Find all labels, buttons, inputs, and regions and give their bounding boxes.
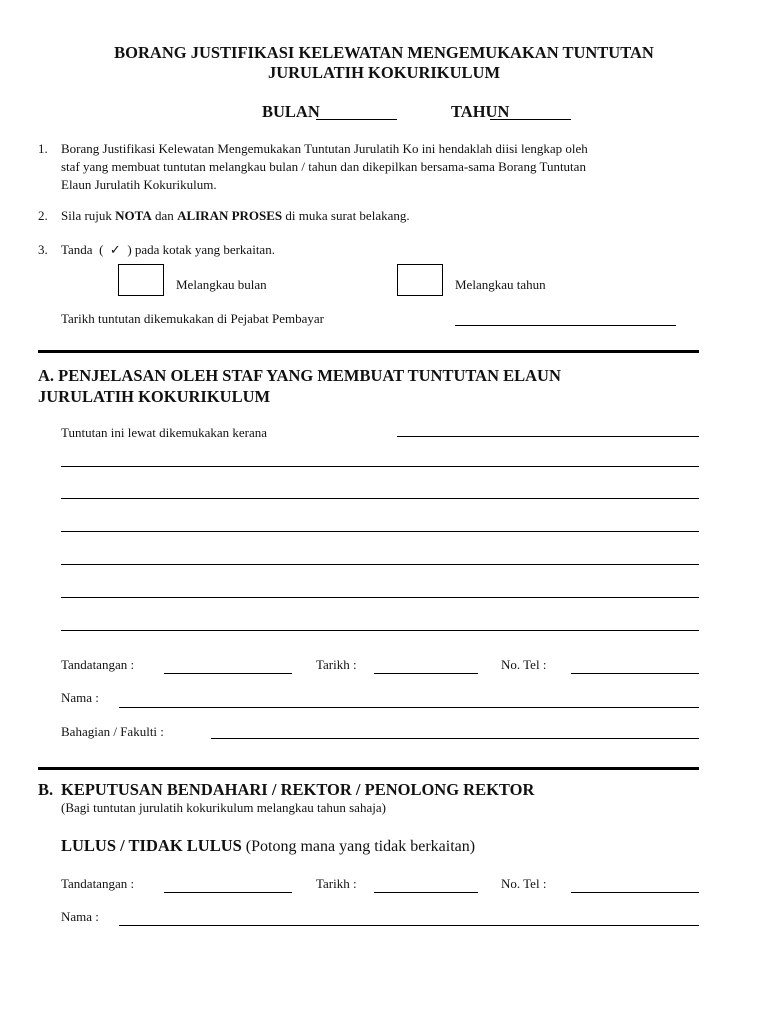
reason-field-line-4[interactable] xyxy=(61,531,699,532)
b-tandatangan-label: Tandatangan : xyxy=(61,876,135,891)
a-tandatangan-field[interactable] xyxy=(164,673,292,674)
reason-field-line-6[interactable] xyxy=(61,597,699,598)
melangkau-bulan-checkbox[interactable] xyxy=(118,264,164,296)
a-no-tel-field[interactable] xyxy=(571,673,699,674)
reason-field-line-5[interactable] xyxy=(61,564,699,565)
bulan-label: BULAN xyxy=(262,102,320,121)
reason-label: Tuntutan ini lewat dikemukakan kerana xyxy=(61,425,268,440)
b-no-tel-label: No. Tel : xyxy=(501,876,547,891)
instruction-1-line3: Elaun Jurulatih Kokurikulum. xyxy=(61,177,217,192)
instruction-2-prefix: Sila rujuk xyxy=(61,208,116,223)
b-tarikh-label: Tarikh : xyxy=(316,876,357,891)
section-b-subheading: (Bagi tuntutan jurulatih kokurikulum melangkau tahun sahaja) xyxy=(61,800,386,815)
section-b-heading: KEPUTUSAN BENDAHARI / REKTOR / PENOLONG REKTOR xyxy=(61,780,535,799)
form-title-line2: JURULATIH KOKURIKULUM xyxy=(267,63,501,82)
tarikh-tuntutan-field[interactable] xyxy=(455,325,676,326)
nota-emphasis: NOTA xyxy=(115,208,152,223)
a-bahagian-label: Bahagian / Fakulti : xyxy=(61,724,164,739)
a-tarikh-field[interactable] xyxy=(374,673,478,674)
tahun-label: TAHUN xyxy=(451,102,510,121)
a-tarikh-label: Tarikh : xyxy=(316,657,357,672)
section-b-letter: B. xyxy=(38,780,54,799)
section-b-divider xyxy=(38,767,699,770)
b-nama-field[interactable] xyxy=(119,925,699,926)
melangkau-tahun-checkbox[interactable] xyxy=(397,264,443,296)
form-title-line1: BORANG JUSTIFIKASI KELEWATAN MENGEMUKAKAN TUNTUTAN xyxy=(114,43,654,62)
lulus-status: LULUS / TIDAK LULUS xyxy=(61,836,242,855)
lulus-line xyxy=(61,836,475,856)
b-nama-label: Nama : xyxy=(61,909,99,924)
instruction-3-suffix: ) pada kotak yang berkaitan. xyxy=(120,242,275,257)
a-bahagian-field[interactable] xyxy=(211,738,699,739)
a-nama-field[interactable] xyxy=(119,707,699,708)
b-no-tel-field[interactable] xyxy=(571,892,699,893)
instruction-2-suffix: di muka surat belakang. xyxy=(282,208,410,223)
bulan-field[interactable] xyxy=(316,119,397,120)
instruction-3-number: 3. xyxy=(38,242,48,257)
instruction-3-prefix: Tanda ( xyxy=(61,242,110,257)
tarikh-tuntutan-label: Tarikh tuntutan dikemukakan di Pejabat Pembayar xyxy=(61,311,324,326)
check-mark-icon: ✓ xyxy=(109,243,121,258)
reason-field-line-2[interactable] xyxy=(61,466,699,467)
tahun-field[interactable] xyxy=(490,119,571,120)
melangkau-bulan-label: Melangkau bulan xyxy=(176,277,267,292)
section-a-heading-line1: A. PENJELASAN OLEH STAF YANG MEMBUAT TUNTUTAN ELAUN xyxy=(38,366,561,385)
lulus-note: (Potong mana yang tidak berkaitan) xyxy=(241,838,476,855)
melangkau-tahun-label: Melangkau tahun xyxy=(455,277,546,292)
a-nama-label: Nama : xyxy=(61,690,99,705)
instruction-1-number: 1. xyxy=(38,141,48,156)
instruction-1-line1: Borang Justifikasi Kelewatan Mengemukakan Tuntutan Jurulatih Ko ini hendaklah diisi lengkap oleh xyxy=(61,141,588,156)
instruction-2 xyxy=(61,207,410,225)
section-a-divider xyxy=(38,350,699,353)
a-no-tel-label: No. Tel : xyxy=(501,657,547,672)
reason-field-line-7[interactable] xyxy=(61,630,699,631)
reason-field-line-1[interactable] xyxy=(397,436,699,437)
instruction-2-mid: dan xyxy=(151,208,178,223)
b-tandatangan-field[interactable] xyxy=(164,892,292,893)
instruction-1-line2: staf yang membuat tuntutan melangkau bulan / tahun dan dikepilkan bersama-sama Borang Tuntutan xyxy=(61,159,586,174)
b-tarikh-field[interactable] xyxy=(374,892,478,893)
reason-field-line-3[interactable] xyxy=(61,498,699,499)
instruction-2-number: 2. xyxy=(38,208,48,223)
a-tandatangan-label: Tandatangan : xyxy=(61,657,135,672)
aliran-proses-emphasis: ALIRAN PROSES xyxy=(177,208,283,223)
section-a-heading-line2: JURULATIH KOKURIKULUM xyxy=(38,387,271,406)
instruction-3 xyxy=(61,241,275,260)
